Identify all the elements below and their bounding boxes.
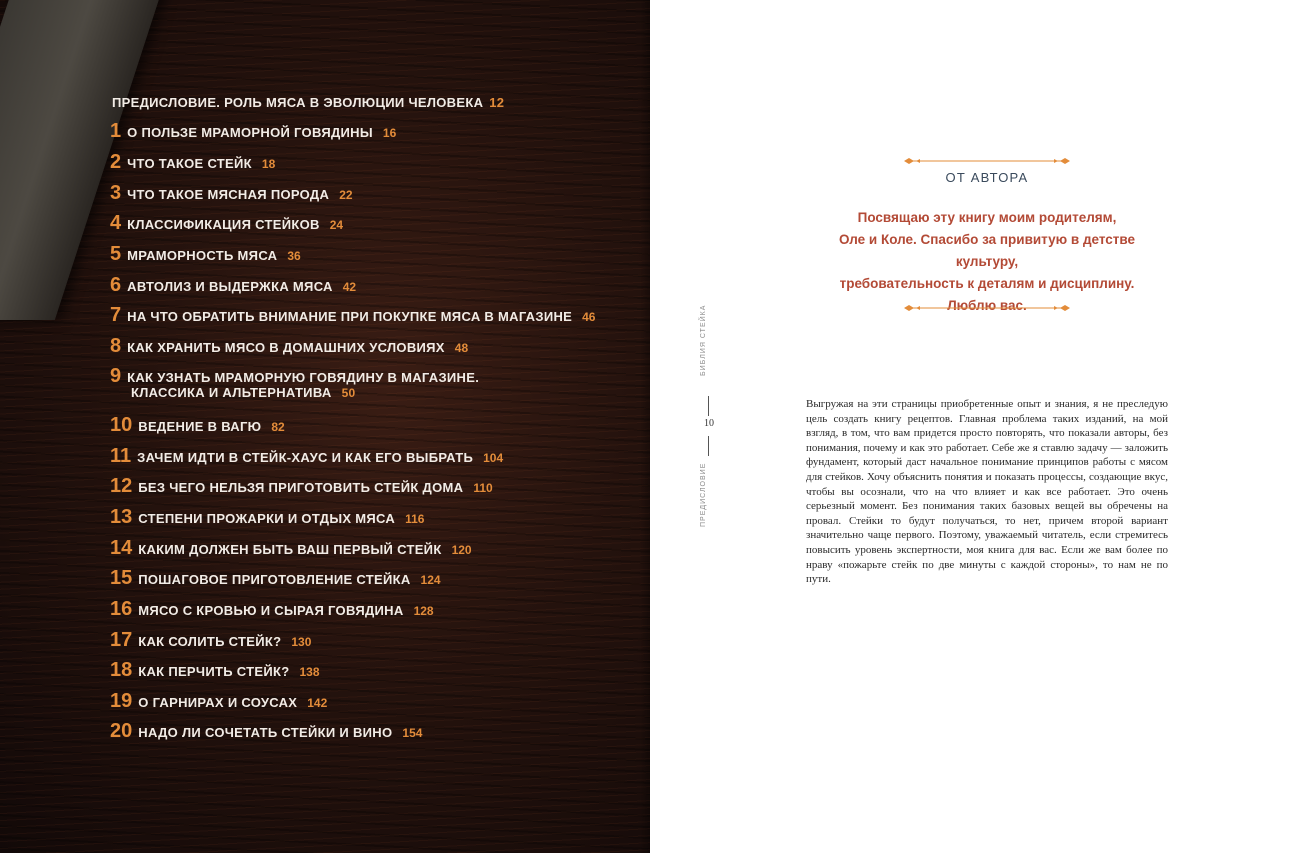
toc-preface[interactable] <box>112 95 504 110</box>
toc-number: 10 <box>110 414 133 436</box>
toc-page: 82 <box>271 420 285 434</box>
dedication <box>827 207 1147 317</box>
ornament-divider-icon <box>904 302 1070 314</box>
toc-number: 9 <box>110 365 122 387</box>
toc-title: ЗАЧЕМ ИДТИ В СТЕЙК-ХАУС И КАК ЕГО ВЫБРАТЬ <box>137 450 474 465</box>
toc-page: 130 <box>291 635 312 649</box>
toc-number: 11 <box>110 445 132 467</box>
toc-title: НАДО ЛИ СОЧЕТАТЬ СТЕЙКИ И ВИНО <box>138 725 393 740</box>
toc-item[interactable] <box>110 414 285 437</box>
toc-title: О ПОЛЬЗЕ МРАМОРНОЙ ГОВЯДИНЫ <box>127 125 373 140</box>
toc-number: 19 <box>110 690 133 712</box>
dedication-line: Оле и Коле. Спасибо за привитую в детстве культуру, <box>838 232 1136 269</box>
right-page <box>652 0 1303 853</box>
toc-title: БЕЗ ЧЕГО НЕЛЬЗЯ ПРИГОТОВИТЬ СТЕЙК ДОМА <box>138 480 464 495</box>
toc-preface-title: ПРЕДИСЛОВИЕ. РОЛЬ МЯСА В ЭВОЛЮЦИИ ЧЕЛОВЕКА <box>112 95 484 110</box>
toc-title-line2: КЛАССИКА И АЛЬТЕРНАТИВА 50 <box>131 385 356 400</box>
toc-number: 3 <box>110 182 122 204</box>
toc-page: 22 <box>339 188 353 202</box>
toc-item[interactable] <box>110 212 343 235</box>
toc-page: 142 <box>307 696 328 710</box>
toc-number: 7 <box>110 304 122 326</box>
toc-item[interactable] <box>110 567 441 590</box>
dedication-line: требовательность к деталям и дисциплину. <box>839 276 1135 291</box>
toc-number: 13 <box>110 506 133 528</box>
toc-title: МЯСО С КРОВЬЮ И СЫРАЯ ГОВЯДИНА <box>138 603 404 618</box>
toc-title: КАК ПЕРЧИТЬ СТЕЙК? <box>138 664 290 679</box>
left-page-wood-background <box>0 0 650 853</box>
toc-page: 110 <box>473 481 493 495</box>
toc-item[interactable] <box>110 629 311 652</box>
toc-item[interactable] <box>110 690 327 713</box>
toc-item[interactable] <box>110 475 493 498</box>
toc-item[interactable] <box>110 120 396 143</box>
toc-title: СТЕПЕНИ ПРОЖАРКИ И ОТДЫХ МЯСА <box>138 511 396 526</box>
toc-item[interactable] <box>110 243 301 266</box>
page-gutter-shadow <box>640 0 650 853</box>
toc-preface-page: 12 <box>489 95 505 110</box>
toc-title: ЧТО ТАКОЕ СТЕЙК <box>127 156 252 171</box>
running-header-section: ПРЕДИСЛОВИЕ <box>700 462 707 528</box>
toc-number: 1 <box>110 120 122 142</box>
running-header-rule <box>708 396 709 416</box>
toc-number: 14 <box>110 537 133 559</box>
toc-page: 154 <box>402 726 423 740</box>
toc-number: 6 <box>110 274 122 296</box>
toc-item[interactable] <box>110 274 356 297</box>
toc-item[interactable] <box>110 598 434 621</box>
toc-item[interactable] <box>110 365 479 405</box>
toc-number: 8 <box>110 335 122 357</box>
ornament-stroke <box>904 158 1070 164</box>
toc-page: 120 <box>451 543 472 557</box>
toc-title: АВТОЛИЗ И ВЫДЕРЖКА МЯСА <box>127 279 333 294</box>
toc-number: 12 <box>110 475 133 497</box>
dedication-line: Люблю вас. <box>947 298 1027 313</box>
toc-number: 17 <box>110 629 133 651</box>
toc-page: 104 <box>483 451 504 465</box>
toc-page: 42 <box>342 280 357 294</box>
toc-item[interactable] <box>110 445 503 468</box>
page-number: 10 <box>704 418 714 429</box>
toc-title: КАКИМ ДОЛЖЕН БЫТЬ ВАШ ПЕРВЫЙ СТЕЙК <box>138 542 442 557</box>
toc-title: ВЕДЕНИЕ В ВАГЮ <box>138 419 262 434</box>
toc-page: 116 <box>405 512 425 526</box>
running-header <box>700 300 718 540</box>
toc-number: 20 <box>110 720 133 742</box>
toc-page: 18 <box>261 157 276 171</box>
toc-page: 124 <box>420 573 441 587</box>
toc-page: 138 <box>299 665 320 679</box>
running-header-rule <box>708 436 709 456</box>
toc-page: 50 <box>341 386 356 400</box>
toc-title: НА ЧТО ОБРАТИТЬ ВНИМАНИЕ ПРИ ПОКУПКЕ МЯСА В МАГАЗИНЕ <box>127 309 573 324</box>
toc-title: МРАМОРНОСТЬ МЯСА <box>127 248 278 263</box>
toc-number: 16 <box>110 598 133 620</box>
toc-number: 4 <box>110 212 122 234</box>
toc-page: 16 <box>382 126 397 140</box>
toc-item[interactable] <box>110 304 595 327</box>
toc-item[interactable] <box>110 506 424 529</box>
table-of-contents <box>0 0 650 853</box>
ornament-divider-icon <box>904 155 1070 167</box>
section-heading: ОТ АВТОРА <box>945 170 1029 185</box>
toc-page: 46 <box>582 310 596 324</box>
toc-title: О ГАРНИРАХ И СОУСАХ <box>138 695 298 710</box>
toc-page: 36 <box>287 249 301 263</box>
ornament-stroke <box>904 305 1070 311</box>
toc-title: ЧТО ТАКОЕ МЯСНАЯ ПОРОДА <box>127 187 330 202</box>
dedication-line: Посвящаю эту книгу моим родителям, <box>857 210 1117 225</box>
toc-number: 15 <box>110 567 133 589</box>
toc-item[interactable] <box>110 659 320 682</box>
toc-item[interactable] <box>110 335 468 358</box>
toc-title: КАК УЗНАТЬ МРАМОРНУЮ ГОВЯДИНУ В МАГАЗИНЕ. <box>127 370 480 385</box>
toc-title: КЛАССИФИКАЦИЯ СТЕЙКОВ <box>127 217 320 232</box>
toc-number: 5 <box>110 243 122 265</box>
toc-title: ПОШАГОВОЕ ПРИГОТОВЛЕНИЕ СТЕЙКА <box>138 572 411 587</box>
toc-title: КАК ХРАНИТЬ МЯСО В ДОМАШНИХ УСЛОВИЯХ <box>127 340 445 355</box>
toc-item[interactable] <box>110 720 422 743</box>
toc-number: 2 <box>110 151 122 173</box>
toc-page: 48 <box>454 341 469 355</box>
running-header-book-title: БИБЛИЯ СТЕЙКА <box>700 304 707 376</box>
toc-item[interactable] <box>110 151 275 174</box>
body-paragraph: Выгружая на эти страницы приобретенные опыт и знания, я не преследую цель создать книгу рецептов. Главная проблема таких изданий, на мой взгляд, в том, что вам придется просто повторять, что показали авторы, без понимания, почему и как это работает. Себе же я ставлю задачу — заложить фундамент, который даст начальное понимание принципов работы с мясом для стейков. Хочу объяснить понятия и показать процессы, создающие вкус, чтобы вы осознали, что на что влияет и как все работает. Это очень серьезный момент. Без понимания таких базовых вещей вы обречены на провал. Стейки то будут получаться, то нет, причем второй вариант значительно чаще первого. Поэтому, уважаемый читатель, если стремитесь повысить уровень экспертности, моя книга для вас. Если же вам более по нраву «пожарьте стейк по две минуты с каждой стороны», то нам не по пути. <box>806 398 1168 586</box>
toc-number: 18 <box>110 659 133 681</box>
toc-page: 24 <box>329 218 344 232</box>
toc-item[interactable] <box>110 182 353 205</box>
toc-item[interactable] <box>110 537 472 560</box>
toc-title: КАК СОЛИТЬ СТЕЙК? <box>138 634 282 649</box>
toc-page: 128 <box>413 604 434 618</box>
